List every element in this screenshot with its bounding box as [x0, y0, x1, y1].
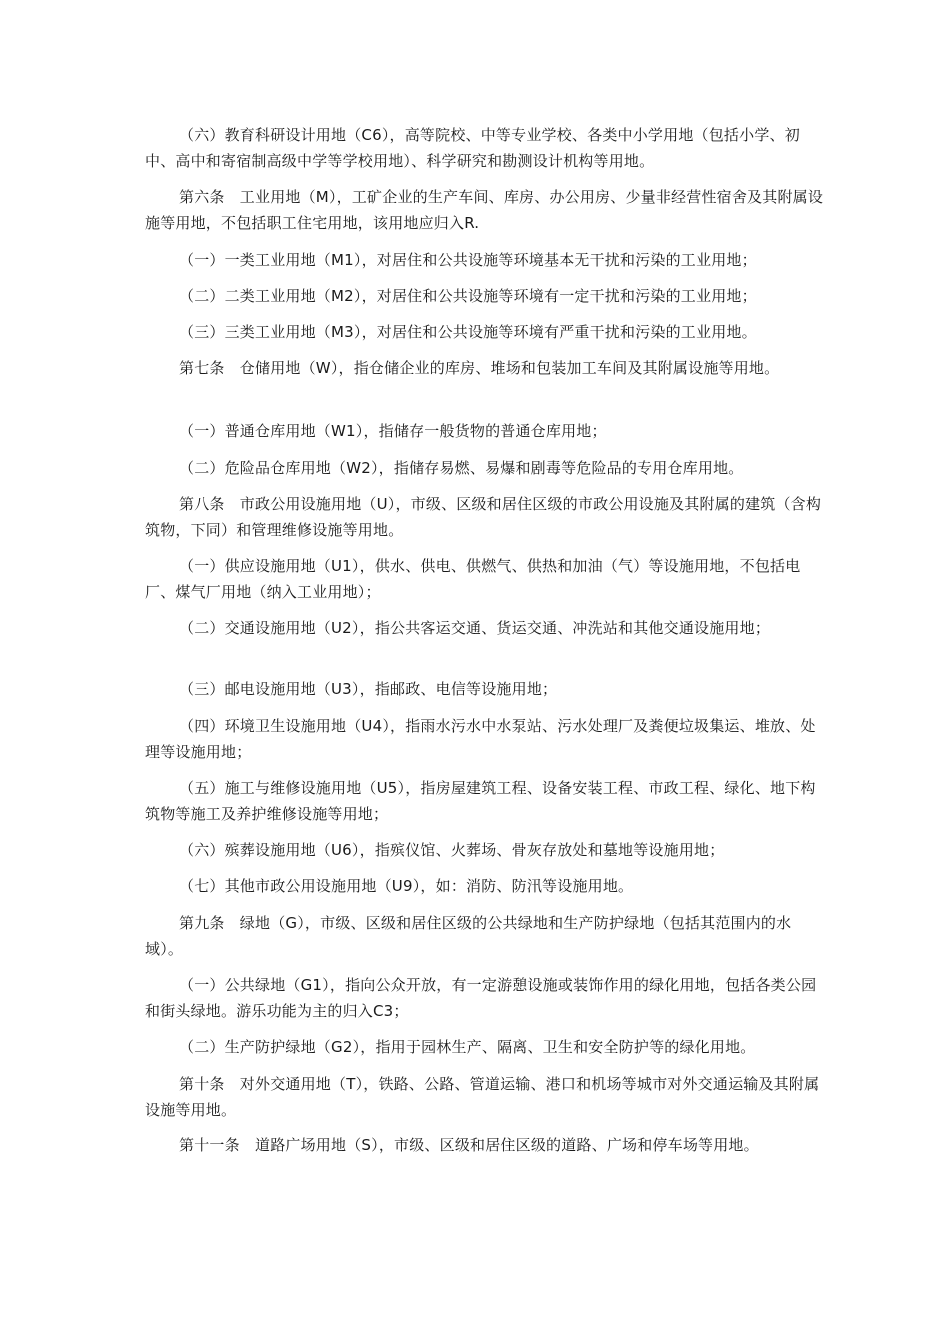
paragraph-u5: （五）施工与维修设施用地（U5），指房屋建筑工程、设备安装工程、市政工程、绿化、地下构筑物等施工及养护维修设施等用地；	[145, 779, 816, 823]
paragraph-article-7: 第七条 仓储用地（W），指仓储企业的库房、堆场和包装加工车间及其附属设施等用地。	[179, 359, 780, 377]
paragraph-article-9: 第九条 绿地（G），市级、区级和居住区级的公共绿地和生产防护绿地（包括其范围内的水域）。	[145, 914, 792, 958]
paragraph-w2: （二）危险品仓库用地（W2），指储存易燃、易爆和剧毒等危险品的专用仓库用地。	[179, 459, 744, 477]
paragraph-article-8: 第八条 市政公用设施用地（U），市级、区级和居住区级的市政公用设施及其附属的建筑（含构筑物，下同）和管理维修设施等用地。	[145, 495, 822, 539]
paragraph-g1: （一）公共绿地（G1），指向公众开放，有一定游憩设施或装饰作用的绿化用地，包括各类公园和街头绿地。游乐功能为主的归入C3；	[145, 976, 817, 1020]
paragraph-u9: （七）其他市政公用设施用地（U9），如：消防、防汛等设施用地。	[179, 877, 634, 895]
paragraph-m3: （三）三类工业用地（M3），对居住和公共设施等环境有严重干扰和污染的工业用地。	[179, 323, 757, 341]
paragraph-u2: （二）交通设施用地（U2），指公共客运交通、货运交通、冲洗站和其他交通设施用地；	[179, 619, 771, 637]
paragraph-g2: （二）生产防护绿地（G2），指用于园林生产、隔离、卫生和安全防护等的绿化用地。	[179, 1038, 756, 1056]
paragraph-m2: （二）二类工业用地（M2），对居住和公共设施等环境有一定干扰和污染的工业用地；	[179, 287, 757, 305]
paragraph-c6: （六）教育科研设计用地（C6），高等院校、中等专业学校、各类中小学用地（包括小学、初中、高中和寄宿制高级中学等学校用地）、科学研究和勘测设计机构等用地。	[145, 126, 800, 170]
paragraph-u4: （四）环境卫生设施用地（U4），指雨水污水中水泵站、污水处理厂及粪便垃圾集运、堆放、处理等设施用地；	[145, 717, 816, 761]
paragraph-w1: （一）普通仓库用地（W1），指储存一般货物的普通仓库用地；	[179, 422, 607, 440]
paragraph-m1: （一）一类工业用地（M1），对居住和公共设施等环境基本无干扰和污染的工业用地；	[179, 251, 757, 269]
paragraph-article-11: 第十一条 道路广场用地（S），市级、区级和居住区级的道路、广场和停车场等用地。	[179, 1136, 759, 1154]
paragraph-u1: （一）供应设施用地（U1），供水、供电、供燃气、供热和加油（气）等设施用地，不包括电厂、煤气厂用地（纳入工业用地）；	[145, 557, 801, 601]
paragraph-u3: （三）邮电设施用地（U3），指邮政、电信等设施用地；	[179, 680, 558, 698]
paragraph-article-6: 第六条 工业用地（M），工矿企业的生产车间、库房、办公用房、少量非经营性宿舍及其附属设施等用地，不包括职工住宅用地，该用地应归入R.	[145, 188, 824, 232]
paragraph-u6: （六）殡葬设施用地（U6），指殡仪馆、火葬场、骨灰存放处和墓地等设施用地；	[179, 841, 725, 859]
paragraph-article-10: 第十条 对外交通用地（T），铁路、公路、管道运输、港口和机场等城市对外交通运输及其附属设施等用地。	[145, 1075, 820, 1119]
